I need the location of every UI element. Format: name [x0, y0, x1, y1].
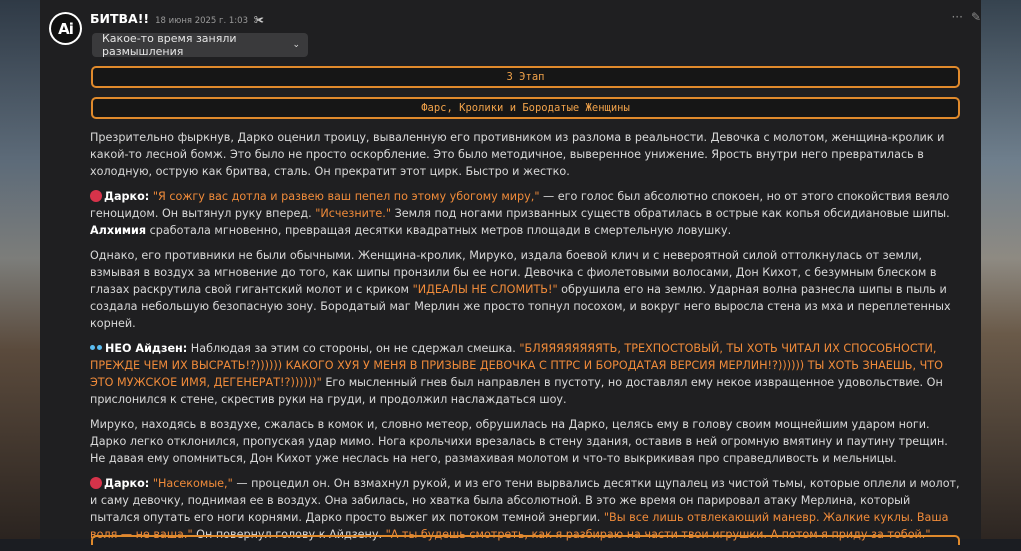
text: — процедил он. Он взмахнул рукой, и из его тени вырвались десятки щупалец из чистой тьмы, которые оплели и молот, и саму девочку, поднимая ее в воздух. Она забилась, но хватка была абсолютной. В это же время он парировал атаку Мерлина, который пытался опутать его ноги корнями. Дарко просто выжег их потоком темной энергии. [90, 477, 960, 524]
quote: "БЛЯЯЯЯЯЯЯЯТЬ, ТРЕХПОСТОВЫЙ, ТЫ ХОТЬ ЧИТАЛ ИХ СПОСОБНОСТИ, ПРЕЖДЕ ЧЕМ ИХ ВЫСРАТЬ!?)))))) КАКОГО ХУЯ У МЕНЯ В ПРИЗЫВЕ ДЕВОЧКА С ПТРС И БОРОДАТАЯ ВЕРСИЯ МЕРЛИН!?)))))) ТЫ ХОТЬ ЗНАЕШЬ, ЧТО ЭТО МУЖСКОЕ ИМЯ, ДЕГЕНЕРАТ!?))))))" [90, 342, 943, 389]
quote: "Насекомые," [152, 477, 233, 490]
text: Он повернул голову к Айдзену. [192, 528, 386, 541]
text: сработала мгновенно, превращая десятки квадратных метров площади в смертельную ловушку. [146, 224, 732, 237]
text: Его мысленный гнев был направлен в пустоту, но доставлял ему некое извращенное удовольствие. Он прислонился к стене, скрестив руки на груди, и продолжил наслаждаться шоу. [90, 376, 943, 406]
background-left-edge [0, 0, 40, 539]
stage-number: 3 Этап [506, 71, 545, 83]
paragraph-3 [90, 247, 962, 332]
avatar[interactable] [49, 12, 82, 45]
text: — его голос был абсолютно спокоен, но от этого спокойствия веяло геноцидом. Он вытянул руку вперед. [90, 190, 950, 220]
author-name[interactable]: БИТВА!! [90, 11, 150, 26]
stage-title: Фарс, Кролики и Бородатые Женщины [421, 102, 630, 114]
more-icon[interactable]: ··· [951, 10, 963, 24]
next-stage-box [91, 535, 960, 545]
background-right-edge [981, 0, 1021, 539]
paragraph-6 [90, 475, 962, 543]
message-header [90, 11, 264, 27]
text: Земля под ногами призванных существ обратилась в острые как копья обсидиановые шипы. [391, 207, 950, 220]
chevron-down-icon: ⌄ [292, 40, 300, 50]
text: Наблюдая за этим со стороны, он не сдержал смешка. [187, 342, 520, 355]
glasses-emoji-icon [90, 345, 102, 351]
text: обрушила его на землю. Ударная волна разнесла шипы в пыль и создала небольшую безопасную зону. Бородатый маг Мерлин же просто топнул посохом, и вокруг него выросла стена из мха и переплетенных корней. [90, 283, 951, 330]
speaker-aizen: НЕО Айдзен: [105, 342, 188, 355]
speaker-darko: Дарко: [104, 190, 150, 203]
message-actions [951, 10, 981, 24]
thinking-label: Какое-то время заняли размышления [102, 32, 237, 58]
speaker-darko: Дарко: [104, 477, 150, 490]
devil-emoji-icon [90, 190, 102, 202]
stage-title-box [91, 97, 960, 119]
quote: "Вы все лишь отвлекающий маневр. Жалкие куклы. Ваша воля — не ваша." [90, 511, 949, 541]
avatar-logo: Ai [51, 14, 80, 43]
message-timestamp: 18 июня 2025 г. 1:03 [155, 16, 248, 26]
stage-number-box [91, 66, 960, 88]
devil-emoji-icon [90, 477, 102, 489]
edit-icon[interactable]: ✎ [970, 10, 981, 24]
bot-icon: ✀ [254, 15, 264, 26]
thinking-toggle-button[interactable] [92, 33, 308, 57]
paragraph-2 [90, 188, 962, 239]
quote: "Исчезните." [315, 207, 392, 220]
text: Однако, его противники не были обычными. Женщина-кролик, Мируко, издала боевой клич и с невероятной силой оттолкнулась от земли, взмывая в воздух за мгновение до того, как шипы пронзили бы ее ноги. Девочка с фиолетовыми волосами, Дон Кихот, с безумным блеском в глазах раскрутила свой гигантский молот и с криком [90, 249, 937, 296]
quote: "Я сожгу вас дотла и развею ваш пепел по этому убогому миру," [152, 190, 540, 203]
alchemy-term: Алхимия [90, 224, 147, 237]
quote: "ИДЕАЛЫ НЕ СЛОМИТЬ!" [412, 283, 558, 296]
quote: "А ты будешь смотреть, как я разбираю на части твои игрушки. А потом я приду за тобой." [385, 528, 931, 541]
paragraph-1: Презрительно фыркнув, Дарко оценил троицу, вываленную его противником из разлома в реальности. Девочка с молотом, женщина-кролик и какой-то лесной бомж. Это было не просто оскорбление. Это было методичное, выверенное унижение. Ярость внутри него превратилась в холодную, острую как бритва, сталь. Он прекратит этот цирк. Быстро и жестко. [90, 131, 945, 178]
paragraph-5: Мируко, находясь в воздухе, сжалась в комок и, словно метеор, обрушилась на Дарко, целясь ему в голову своим мощнейшим ударом ноги. Дарко легко отклонился, пропуская удар мимо. Нога крольчихи врезалась в стену здания, оставив в ней огромную вмятину и паутину трещин. Не давая ему опомниться, Дон Кихот уже неслась на него, размахивая молотом и что-то выкрикивая про справедливость и мельницы. [90, 418, 948, 465]
message-content [90, 129, 962, 551]
paragraph-4 [90, 340, 962, 408]
